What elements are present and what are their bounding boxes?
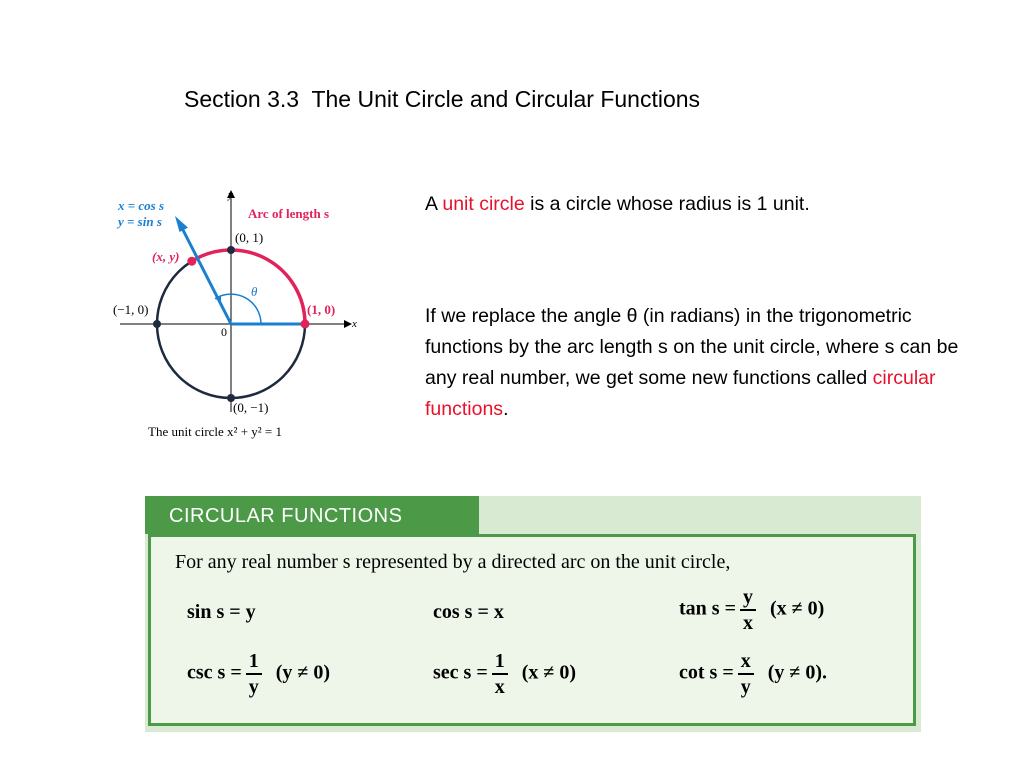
csc-numerator: 1 [246,649,262,675]
csc-condition: (y ≠ 0) [275,661,331,684]
eq-y-label: y = sin s [118,214,162,229]
csc-fraction [246,649,262,699]
sec-formula [433,649,576,699]
sin-formula: sin s = y [187,601,256,623]
arc-length-label: Arc of length s [248,206,330,221]
theta-label: θ [251,284,258,299]
cot-lhs: cot s = [679,661,734,684]
circular-functions-explanation [425,301,995,425]
para1-text-before: A [425,193,443,215]
unit-circle-term: unit circle [442,193,525,215]
tan-condition: (x ≠ 0) [769,597,825,620]
unit-circle-definition [425,189,995,220]
point-top-label: (0, 1) [235,230,264,245]
x-axis-arrow-icon [344,320,352,328]
terminal-ray [182,228,231,324]
sec-numerator: 1 [492,649,508,675]
para1-text-after: is a circle whose radius is 1 unit. [524,193,810,215]
cot-condition: (y ≠ 0). [767,661,828,684]
eq-x-label: x = cos s [118,198,165,213]
sec-denominator: x [494,676,505,698]
tan-fraction [740,585,756,635]
tan-lhs: tan s = [679,597,736,620]
para2-text-before: If we replace the angle θ (in radians) in the trigonometric functions by the arc length s on the unit circle, where s can be any real number, we get some new functions called [425,305,959,389]
sec-lhs: sec s = [433,661,488,684]
box-intro: For any real number s represented by a directed arc on the unit circle, [175,551,731,573]
box-header: CIRCULAR FUNCTIONS [145,496,479,534]
terminal-ray-arrow-icon [175,216,188,232]
arc-of-length-s [192,250,305,324]
cot-formula [679,649,827,699]
csc-formula [187,649,330,699]
sec-condition: (x ≠ 0) [521,661,577,684]
tan-numerator: y [740,585,756,611]
para2-text-after: . [503,398,509,420]
cot-fraction [738,649,754,699]
point-xy-dot [187,257,196,266]
origin-label: 0 [221,325,227,339]
x-axis-label: x [352,318,357,330]
y-axis-label: y [228,189,233,201]
point-left-dot [153,320,161,328]
cot-denominator: y [740,676,751,698]
circular-functions-term: circular functions [425,367,936,420]
page-title: Section 3.3 The Unit Circle and Circular Functions [184,86,701,112]
point-right-dot [301,320,310,329]
cos-formula: cos s = x [433,601,504,623]
circular-functions-box [145,496,921,732]
point-bottom-label: (0, −1) [233,400,269,415]
point-right-label: (1, 0) [307,302,336,317]
csc-lhs: csc s = [187,661,242,684]
diagram-caption: The unit circle x² + y² = 1 [148,424,283,439]
point-xy-label: (x, y) [152,249,180,264]
sec-fraction [492,649,508,699]
csc-denominator: y [248,676,259,698]
point-left-label: (−1, 0) [113,302,149,317]
unit-circle-diagram [100,180,380,445]
tan-denominator: x [742,612,753,634]
point-top-dot [227,246,235,254]
box-body [148,534,916,726]
tan-formula [679,585,824,635]
cot-numerator: x [738,649,754,675]
